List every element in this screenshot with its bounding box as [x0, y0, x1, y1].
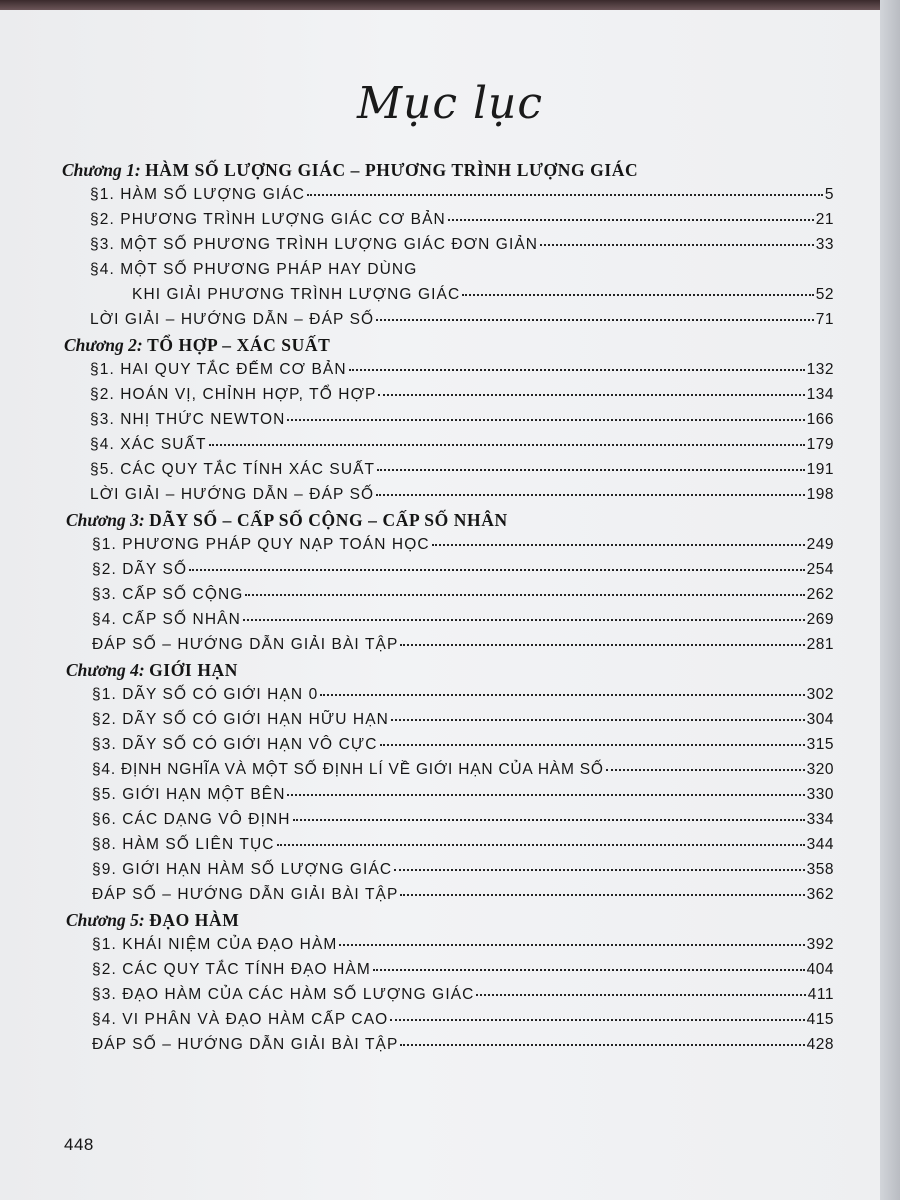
- toc-entry-page: 179: [806, 436, 834, 453]
- dot-leader: [245, 582, 804, 596]
- toc-entry[interactable]: [92, 1008, 834, 1032]
- toc-entry[interactable]: [90, 208, 834, 232]
- dot-leader: [606, 757, 805, 771]
- toc-entry[interactable]: [90, 408, 834, 432]
- toc-entry-page: 320: [806, 761, 834, 778]
- toc-entry-label: §1. HAI QUY TẮC ĐẾM CƠ BẢN: [90, 361, 347, 378]
- dot-leader: [400, 1032, 804, 1046]
- toc-entry-page: 281: [806, 636, 834, 653]
- toc-entry-page: 52: [815, 286, 834, 303]
- page-title: Mục lục: [356, 78, 544, 129]
- book-page-edge: [880, 0, 900, 1200]
- dot-leader: [394, 857, 804, 871]
- toc-entry[interactable]: [92, 833, 834, 857]
- chapter-heading-2: [64, 333, 330, 357]
- toc-entry[interactable]: [92, 683, 834, 707]
- toc-entry[interactable]: [92, 533, 834, 557]
- toc-entry[interactable]: [92, 558, 834, 582]
- dot-leader: [400, 632, 804, 646]
- dot-leader: [390, 1007, 804, 1021]
- toc-entry-page: 428: [806, 1036, 834, 1053]
- toc-entry-page: 334: [806, 811, 834, 828]
- toc-entry-page: 415: [806, 1011, 834, 1028]
- toc-entry[interactable]: [90, 433, 834, 457]
- toc-entry[interactable]: [92, 608, 834, 632]
- toc-entry-page: 302: [806, 686, 834, 703]
- toc-entry-label: §1. DÃY SỐ CÓ GIỚI HẠN 0: [92, 686, 319, 703]
- toc-entry[interactable]: [92, 733, 834, 757]
- toc-entry[interactable]: [90, 233, 834, 257]
- chapter-title: DÃY SỐ – CẤP SỐ CỘNG – CẤP SỐ NHÂN: [149, 510, 508, 530]
- chapter-title: HÀM SỐ LƯỢNG GIÁC – PHƯƠNG TRÌNH LƯỢNG GIÁC: [145, 160, 639, 180]
- toc-entry-label: §9. GIỚI HẠN HÀM SỐ LƯỢNG GIÁC: [92, 861, 393, 878]
- toc-entry-label: §4. MỘT SỐ PHƯƠNG PHÁP HAY DÙNG: [90, 261, 418, 278]
- toc-entry-page: 358: [806, 861, 834, 878]
- toc-entry-label: §4. CẤP SỐ NHÂN: [92, 611, 241, 628]
- toc-entry-label: §2. DÃY SỐ CÓ GIỚI HẠN HỮU HẠN: [92, 711, 389, 728]
- toc-entry[interactable]: [92, 758, 834, 782]
- toc-entry-page: 315: [806, 736, 834, 753]
- chapter-prefix: Chương 5:: [66, 910, 145, 930]
- chapter-prefix: Chương 2:: [64, 335, 143, 355]
- toc-entry[interactable]: [92, 858, 834, 882]
- toc-entry[interactable]: [92, 958, 834, 982]
- toc-entry-label: LỜI GIẢI – HƯỚNG DẪN – ĐÁP SỐ: [90, 486, 375, 503]
- toc-entry-label: §5. CÁC QUY TẮC TÍNH XÁC SUẤT: [90, 461, 376, 478]
- dot-leader: [307, 182, 823, 196]
- toc-entry-page: 134: [806, 386, 834, 403]
- dot-leader: [277, 832, 805, 846]
- toc-entry[interactable]: [92, 808, 834, 832]
- toc-entry-label: §1. HÀM SỐ LƯỢNG GIÁC: [90, 186, 306, 203]
- toc-entry[interactable]: [92, 708, 834, 732]
- toc-entry[interactable]: [92, 883, 834, 907]
- chapter-title: TỔ HỢP – XÁC SUẤT: [147, 335, 331, 355]
- toc-entry-label: ĐÁP SỐ – HƯỚNG DẪN GIẢI BÀI TẬP: [92, 1036, 399, 1053]
- toc-entry-page: 254: [806, 561, 834, 578]
- toc-entry[interactable]: [90, 458, 834, 482]
- toc-entry-page: 304: [806, 711, 834, 728]
- book-top-edge: [0, 0, 900, 10]
- chapter-heading-3: [66, 508, 508, 532]
- toc-entry[interactable]: [90, 358, 834, 382]
- dot-leader: [391, 707, 805, 721]
- dot-leader: [349, 357, 805, 371]
- dot-leader: [373, 957, 805, 971]
- toc-entry-line1[interactable]: [90, 258, 834, 282]
- toc-entry-label: §5. GIỚI HẠN MỘT BÊN: [92, 786, 286, 803]
- toc-entry-label: §1. PHƯƠNG PHÁP QUY NẠP TOÁN HỌC: [92, 536, 430, 553]
- toc-entry-page: 344: [806, 836, 834, 853]
- toc-entry-line2[interactable]: [132, 283, 834, 307]
- toc-entry-label: ĐÁP SỐ – HƯỚNG DẪN GIẢI BÀI TẬP: [92, 886, 399, 903]
- toc-entry-page: 198: [806, 486, 834, 503]
- toc-entry-page: 411: [807, 986, 834, 1003]
- toc-entry-label: §2. HOÁN VỊ, CHỈNH HỢP, TỔ HỢP: [90, 386, 377, 403]
- dot-leader: [376, 482, 804, 496]
- dot-leader: [380, 732, 805, 746]
- dot-leader: [476, 982, 805, 996]
- toc-entry-label: LỜI GIẢI – HƯỚNG DẪN – ĐÁP SỐ: [90, 311, 375, 328]
- toc-entry-label: §3. NHỊ THỨC NEWTON: [90, 411, 286, 428]
- chapter-heading-5: [66, 908, 239, 932]
- dot-leader: [287, 407, 804, 421]
- toc-entry[interactable]: [92, 633, 834, 657]
- toc-entry-page: 249: [806, 536, 834, 553]
- toc-entry-page: 330: [806, 786, 834, 803]
- toc-entry-label: §4. ĐỊNH NGHĨA VÀ MỘT SỐ ĐỊNH LÍ VỀ GIỚI HẠN CỦA HÀM SỐ: [92, 761, 604, 778]
- toc-entry-label: §6. CÁC DẠNG VÔ ĐỊNH: [92, 811, 291, 828]
- dot-leader: [293, 807, 805, 821]
- toc-entry-label: §2. PHƯƠNG TRÌNH LƯỢNG GIÁC CƠ BẢN: [90, 211, 446, 228]
- toc-entry[interactable]: [90, 483, 834, 507]
- chapter-prefix: Chương 3:: [66, 510, 145, 530]
- toc-entry[interactable]: [92, 583, 834, 607]
- toc-entry-page: 404: [806, 961, 834, 978]
- dot-leader: [376, 307, 814, 321]
- chapter-prefix: Chương 1:: [62, 160, 141, 180]
- dot-leader: [287, 782, 804, 796]
- toc-entry-page: 71: [815, 311, 834, 328]
- toc-entry-page: 362: [806, 886, 834, 903]
- dot-leader: [339, 932, 804, 946]
- toc-entry-page: 166: [806, 411, 834, 428]
- chapter-heading-1: [62, 158, 638, 182]
- dot-leader: [377, 457, 804, 471]
- chapter-prefix: Chương 4:: [66, 660, 145, 680]
- toc-entry-page: 262: [806, 586, 834, 603]
- dot-leader: [189, 557, 804, 571]
- toc-entry-page: 21: [815, 211, 834, 228]
- toc-entry-label: ĐÁP SỐ – HƯỚNG DẪN GIẢI BÀI TẬP: [92, 636, 399, 653]
- toc-entry-label: §2. CÁC QUY TẮC TÍNH ĐẠO HÀM: [92, 961, 371, 978]
- toc-entry-page: 132: [806, 361, 834, 378]
- toc-entry-label: §3. CẤP SỐ CỘNG: [92, 586, 244, 603]
- toc-entry[interactable]: [90, 183, 834, 207]
- toc-entry[interactable]: [90, 308, 834, 332]
- page-number: 448: [64, 1135, 94, 1154]
- dot-leader: [448, 207, 814, 221]
- toc-entry[interactable]: [92, 933, 834, 957]
- dot-leader: [400, 882, 804, 896]
- toc-entry-page: 269: [806, 611, 834, 628]
- toc-entry-label: §3. MỘT SỐ PHƯƠNG TRÌNH LƯỢNG GIÁC ĐƠN GIẢN: [90, 236, 539, 253]
- toc-entry-label: §3. ĐẠO HÀM CỦA CÁC HÀM SỐ LƯỢNG GIÁC: [92, 986, 475, 1003]
- toc-entry-page: 5: [824, 186, 834, 203]
- toc-entry[interactable]: [92, 1033, 834, 1057]
- toc-entry-label: §3. DÃY SỐ CÓ GIỚI HẠN VÔ CỰC: [92, 736, 378, 753]
- dot-leader: [378, 382, 804, 396]
- dot-leader: [462, 282, 813, 296]
- dot-leader: [432, 532, 805, 546]
- dot-leader: [320, 682, 804, 696]
- toc-entry-label: §2. DÃY SỐ: [92, 561, 188, 578]
- toc-entry-label: §8. HÀM SỐ LIÊN TỤC: [92, 836, 275, 853]
- toc-entry-label: §1. KHÁI NIỆM CỦA ĐẠO HÀM: [92, 936, 338, 953]
- toc-entry-page: 33: [815, 236, 834, 253]
- toc-entry-label: §4. XÁC SUẤT: [90, 436, 207, 453]
- dot-leader: [243, 607, 805, 621]
- toc-entry-page: 191: [806, 461, 834, 478]
- toc-entry[interactable]: [92, 983, 834, 1007]
- chapter-title: GIỚI HẠN: [149, 660, 239, 680]
- toc-entry[interactable]: [90, 383, 834, 407]
- toc-entry-page: 392: [806, 936, 834, 953]
- chapter-title: ĐẠO HÀM: [149, 910, 240, 930]
- toc-entry-label-continued: KHI GIẢI PHƯƠNG TRÌNH LƯỢNG GIÁC: [132, 286, 461, 303]
- dot-leader: [540, 232, 814, 246]
- chapter-heading-4: [66, 658, 238, 682]
- toc-entry-label: §4. VI PHÂN VÀ ĐẠO HÀM CẤP CAO: [92, 1011, 389, 1028]
- dot-leader: [209, 432, 805, 446]
- toc-entry[interactable]: [92, 783, 834, 807]
